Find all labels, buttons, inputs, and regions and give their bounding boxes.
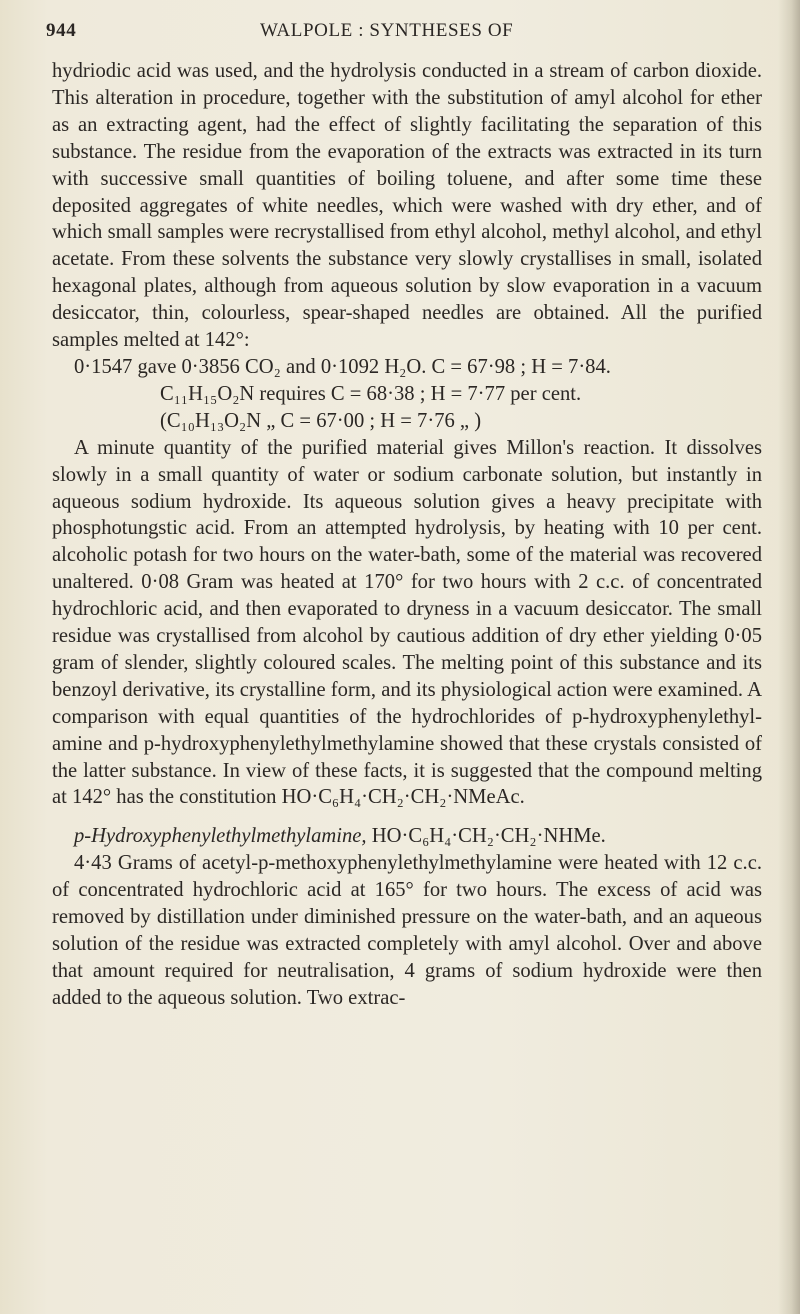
- analysis-block: [52, 354, 762, 435]
- section-heading-name: p-Hydroxyphenylethylmethylamine,: [74, 825, 367, 848]
- body-paragraph-2: A minute quantity of the purified material gives Millon's reaction. It dissolves slowly in a small quantity of water or sodium carbonate solution, but instantly in aqueous sodium hydroxide. Its aqueous solution gives a heavy precipitate with phosphotungstic acid. From an attempted hydrolysis, by heating with 10 per cent. alcoholic potash for two hours on the water-bath, some of the material was recovered unaltered. 0·08 Gram was heated at 170° for two hours with 2 c.c. of concentrated hydrochloric acid, and then evaporated to dryness in a vacuum desiccator. The small residue was crystallised from alcohol by cautious addition of dry ether yielding 0·05 gram of slender, slightly coloured scales. The melting point of this substance and its benzoyl derivative, its crystalline form, and its physiological action were examined. A comparison with equal quantities of the hydrochlorides of p-hydroxyphenylethyl-amine and p-hydroxyphenylethylmethylamine showed that these crystals consisted of the latter substance. In view of these facts, it is suggested that the compound melting at 142° has the constitution HO·C₆H₄·CH₂·CH₂·NMeAc.: [52, 436, 762, 809]
- page-header: [46, 14, 762, 44]
- section-heading-formula: HO·C₆H₄·CH₂·CH₂·NHMe.: [371, 825, 606, 848]
- analysis-line-found: 0·1547 gave 0·3856 CO₂ and 0·1092 H₂O. C = 67·98 ; H = 7·84.: [74, 355, 611, 378]
- body-paragraph-3: 4·43 Grams of acetyl-p-methoxyphenylethylmethylamine were heated with 12 c.c. of concentrated hydrochloric acid at 165° for two hours. The excess of acid was removed by distillation under diminished pressure on the water-bath, and an aqueous solution of the residue was extracted completely with amyl alcohol. Over and above that amount required for neutralisation, 4 grams of sodium hydroxide were then added to the aqueous solution. Two extrac-: [52, 852, 762, 1009]
- page-edge-shadow: [778, 0, 800, 1314]
- analysis-line-required: C₁₁H₁₅O₂N requires C = 68·38 ; H = 7·77 per cent.: [160, 382, 582, 405]
- section-heading: [52, 823, 762, 850]
- page-number: 944: [46, 20, 77, 41]
- running-title: WALPOLE : SYNTHESES OF: [260, 20, 514, 41]
- analysis-line-alternative: (C₁₀H₁₃O₂N „ C = 67·00 ; H = 7·76 „ ): [160, 409, 482, 432]
- body-paragraph-1: hydriodic acid was used, and the hydrolysis conducted in a stream of carbon dioxide. This alteration in procedure, together with the substitution of amyl alcohol for ether as an extracting agent, had the effect of slightly facilitating the separation of this substance. The residue from the evaporation of the extracts was extracted in its turn with successive small quantities of boiling toluene, and after some time these deposited aggregates of white needles, which were washed with dry ether, and of which small samples were recrystallised from ethyl alcohol, methyl alcohol, and ethyl acetate. From these solvents the substance very slowly crystallises in small, isolated hexagonal plates, although from aqueous solution by slow evaporation in a vacuum desiccator, thin, colourless, spear-shaped needles are obtained. All the purified samples melted at 142°:: [52, 60, 762, 352]
